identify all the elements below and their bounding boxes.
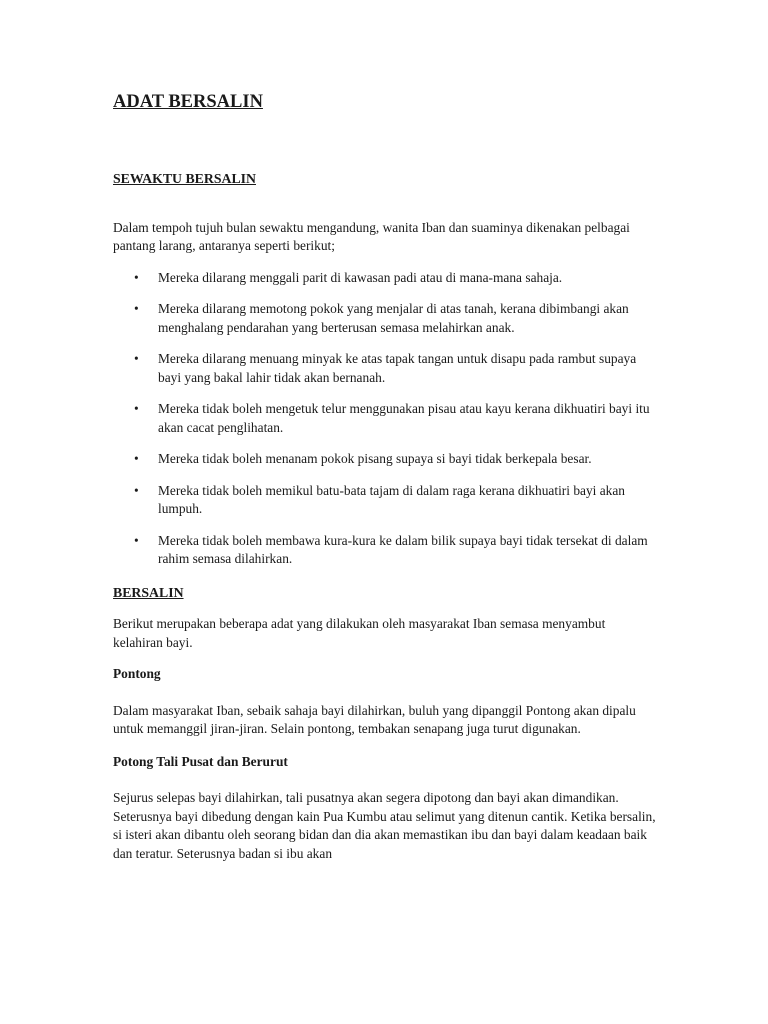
bullet-icon: • [134,451,139,466]
bullet-icon: • [134,401,139,416]
document-title: ADAT BERSALIN [113,92,263,112]
list-item-text: Mereka dilarang menuang minyak ke atas tapak tangan untuk disapu pada rambut supaya bayi yang bakal lahir tidak akan bernanah. [158,351,637,385]
bullet-icon: • [134,351,139,366]
sub-heading-potong-tali-pusat: Potong Tali Pusat dan Berurut [113,753,288,769]
list-item [113,269,658,288]
section-heading-sewaktu-bersalin: SEWAKTU BERSALIN [113,171,256,186]
pantang-larang-list [113,269,658,569]
list-item-text: Mereka dilarang menggali parit di kawasan padi atau di mana-mana sahaja. [158,269,563,285]
bullet-icon: • [134,482,139,498]
list-item-text: Mereka dilarang memotong pokok yang menjalar di atas tanah, kerana dibimbangi akan menghalang pendarahan yang berterusan semasa melahirkan anak. [158,301,629,335]
bullet-icon: • [134,532,139,548]
list-item [113,532,658,569]
list-item-text: Mereka tidak boleh membawa kura-kura ke dalam bilik supaya bayi tidak tersekat di dalam rahim semasa dilahirkan. [158,532,648,566]
document-body [113,90,658,863]
list-item [113,482,658,519]
list-item [113,350,658,387]
list-item [113,400,658,437]
list-item [113,300,658,337]
list-item-text: Mereka tidak boleh mengetuk telur menggunakan pisau atau kayu kerana dikhuatiri bayi itu akan cacat penglihatan. [158,401,650,435]
list-item [113,450,658,469]
sewaktu-intro-paragraph: Dalam tempoh tujuh bulan sewaktu mengandung, wanita Iban dan suaminya dikenakan pelbagai pantang larang, antaranya seperti berikut; [113,219,630,253]
list-item-text: Mereka tidak boleh memikul batu-bata tajam di dalam raga kerana dikhuatiri bayi akan lumpuh. [158,482,626,516]
bullet-icon: • [134,269,139,285]
pontong-paragraph: Dalam masyarakat Iban, sebaik sahaja bayi dilahirkan, buluh yang dipanggil Pontong akan dipalu untuk memanggil jiran-jiran. Selain pontong, tembakan senapang juga turut digunakan. [113,702,636,736]
potong-tali-pusat-paragraph: Sejurus selepas bayi dilahirkan, tali pusatnya akan segera dipotong dan bayi akan dimandikan. Seterusnya bayi dibedung dengan kain Pua Kumbu atau selimut yang ditenun cantik. Ketika bersalin, si isteri akan dibantu oleh seorang bidan dan dia akan memastikan ibu dan bayi dalam keadaan baik dan teratur. Seterusnya badan si ibu akan [113,790,656,861]
list-item-text: Mereka tidak boleh menanam pokok pisang supaya si bayi tidak berkepala besar. [158,451,592,466]
section-heading-bersalin: BERSALIN [113,584,184,600]
sub-heading-pontong: Pontong [113,666,161,681]
bersalin-intro-paragraph: Berikut merupakan beberapa adat yang dilakukan oleh masyarakat Iban semasa menyambut kelahiran bayi. [113,616,606,650]
bullet-icon: • [134,301,139,316]
